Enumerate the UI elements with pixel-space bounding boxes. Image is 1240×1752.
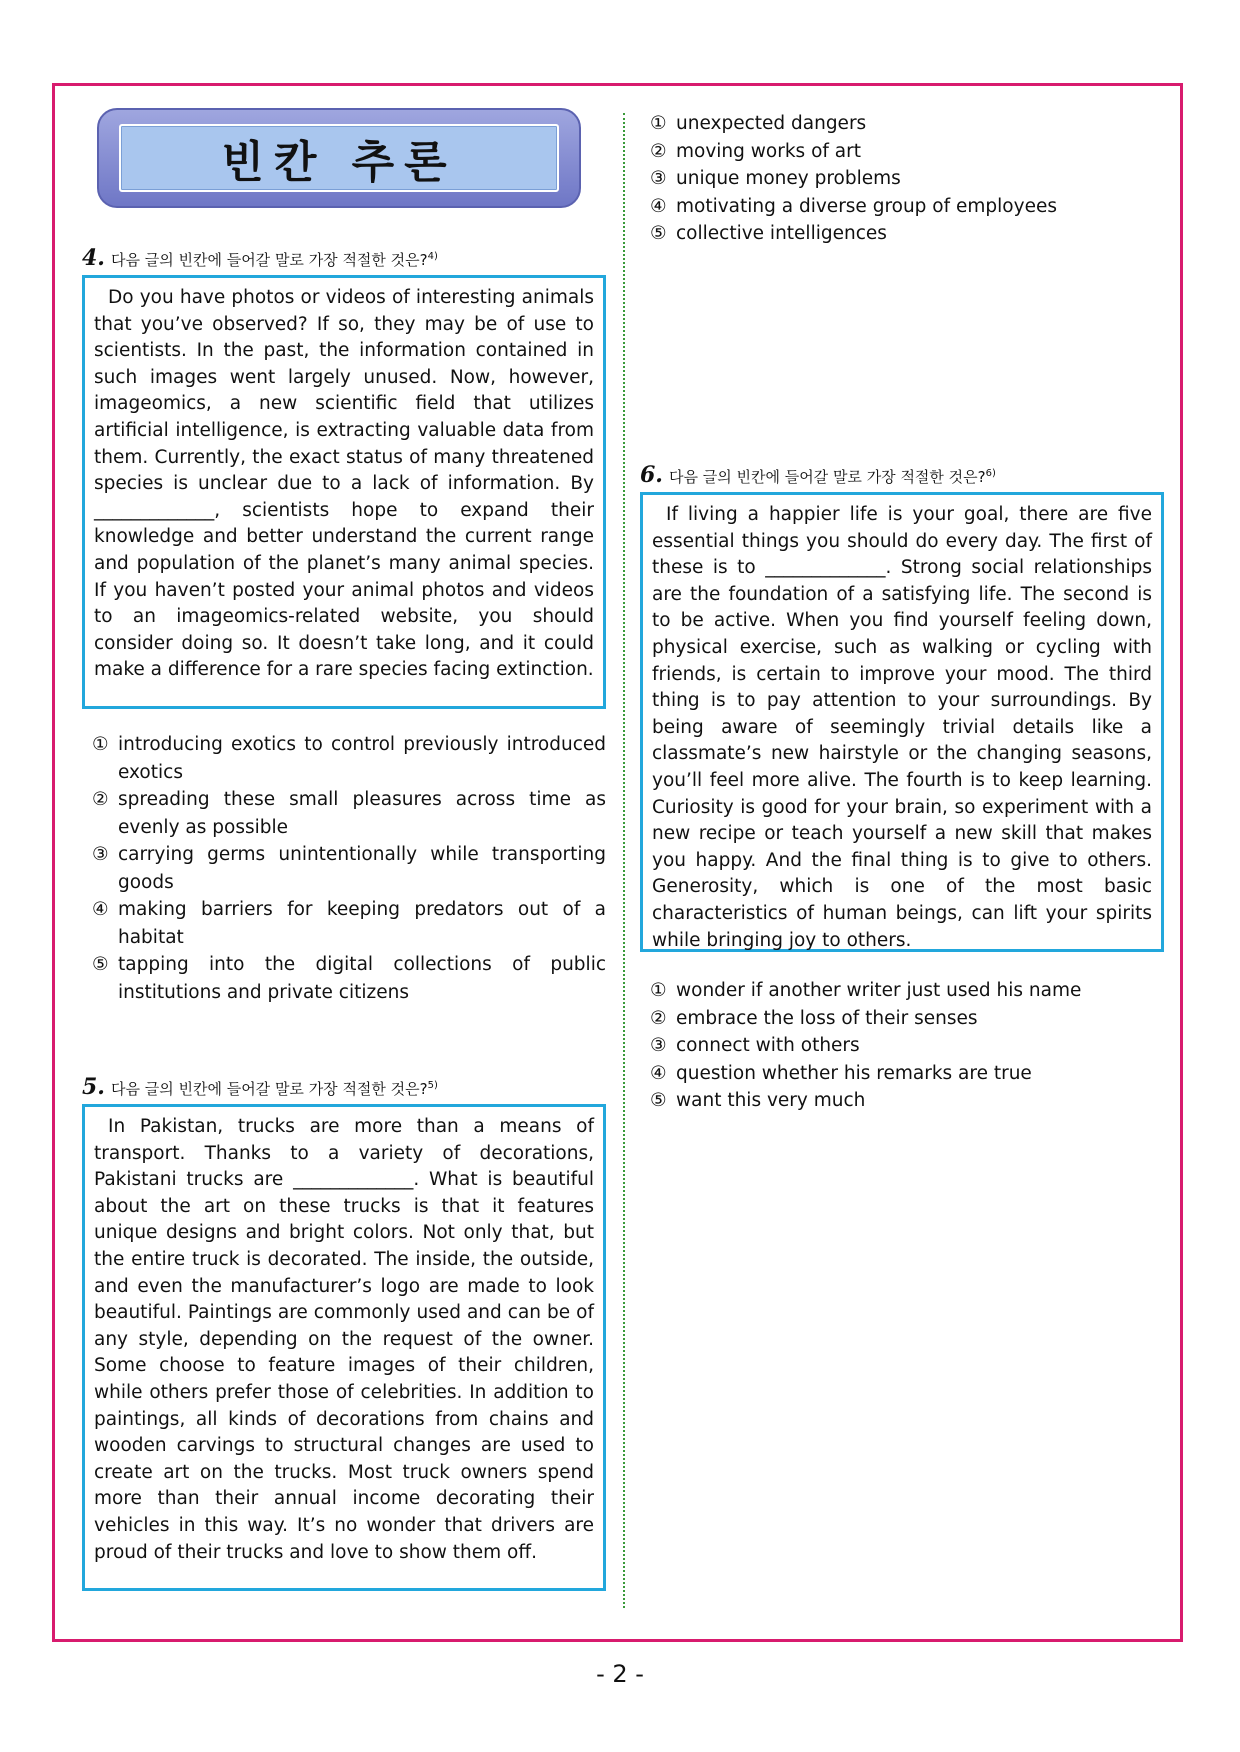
question-4-option-5[interactable]: ⑤ tapping into the digital collections of public institutions and private citizens	[92, 954, 606, 1003]
question-4-option-2[interactable]: ② spreading these small pleasures across time as evenly as possible	[92, 789, 606, 838]
question-6-option-4[interactable]: ④ question whether his remarks are true	[650, 1062, 1032, 1084]
question-5-passage-box	[82, 1104, 606, 1591]
question-6-option-5[interactable]: ⑤ want this very much	[650, 1090, 866, 1111]
question-5-number: 5.	[82, 1074, 105, 1100]
question-6-prompt: 다음 글의 빈칸에 들어갈 말로 가장 적절한 것은?	[668, 468, 986, 486]
question-4-footnote: 4)	[427, 251, 438, 262]
question-6-footnote: 6)	[985, 468, 996, 479]
question-6-number: 6.	[640, 462, 663, 488]
question-5-option-5[interactable]: ⑤ collective intelligences	[650, 223, 887, 244]
question-6-passage-box	[640, 492, 1164, 952]
section-title-plate	[119, 124, 559, 192]
question-6-option-2[interactable]: ② embrace the loss of their senses	[650, 1007, 978, 1029]
question-4-option-1[interactable]: ① introducing exotics to control previously introduced exotics	[92, 734, 606, 783]
page-number: - 2 -	[596, 1660, 644, 1688]
section-title: 빈칸 추론	[221, 137, 457, 188]
question-6-option-1[interactable]: ① wonder if another writer just used his name	[650, 980, 1082, 1001]
question-4-option-3[interactable]: ③ carrying germs unintentionally while transporting goods	[92, 844, 606, 893]
question-5-option-1[interactable]: ① unexpected dangers	[650, 113, 867, 134]
question-4-passage-box	[82, 275, 606, 709]
question-4-passage: Do you have photos or videos of interesting animals that you’ve observed? If so, they may be of use to scientists. In the past, the information contained in such images went largely unused. Now, however, imageomics, a new scientific field that utilizes artificial intelligence, is extracting valuable data from them. Currently, the exact status of many threatened species is unclear due to a lack of information. By _____________, scientists hope to expand their knowledge and better understand the current range and population of the planet’s many animal species. If you haven’t posted your animal photos and videos to an imageomics-related website, you should consider doing so. It doesn’t take long, and it could make a difference for a rare species facing extinction.	[94, 287, 594, 681]
question-6-passage: If living a happier life is your goal, there are five essential things you should do every day. The first of these is to _____________. Strong social relationships are the foundation of a satisfying life. The second is to be active. When you find yourself feeling down, physical exercise, such as walking or cycling with friends, is certain to improve your mood. The third thing is to pay attention to your surroundings. By being aware of seemingly trivial details like a classmate’s new hairstyle or the changing seasons, you’ll feel more alive. The fourth is to keep learning. Curiosity is good for your brain, so experiment with a new recipe or teach yourself a new skill that makes you happy. And the final thing is to give to others. Generosity, which is one of the most basic characteristics of human beings, can lift your spirits while bringing joy to others.	[652, 504, 1152, 951]
question-5-prompt: 다음 글의 빈칸에 들어갈 말로 가장 적절한 것은?	[110, 1080, 428, 1098]
question-4-option-4[interactable]: ④ making barriers for keeping predators out of a habitat	[92, 899, 606, 948]
question-5-option-3[interactable]: ③ unique money problems	[650, 168, 901, 189]
question-5-option-4[interactable]: ④ motivating a diverse group of employees	[650, 195, 1057, 217]
question-5-footnote: 5)	[427, 1080, 438, 1091]
question-4-header	[82, 245, 438, 271]
question-6-options	[650, 977, 1164, 1115]
section-title-banner	[97, 108, 581, 208]
question-6-header	[640, 462, 996, 488]
column-divider	[623, 113, 625, 1608]
question-4-options	[92, 731, 606, 1006]
question-4-number: 4.	[82, 245, 105, 271]
question-5-header	[82, 1074, 438, 1100]
question-5-options	[650, 110, 1164, 248]
question-6-option-3[interactable]: ③ connect with others	[650, 1035, 860, 1056]
question-5-passage: In Pakistan, trucks are more than a means of transport. Thanks to a variety of decorations, Pakistani trucks are _____________. What is beautiful about the art on these trucks is that it features unique designs and bright colors. Not only that, but the entire truck is decorated. The inside, the outside, and even the manufacturer’s logo are made to look beautiful. Paintings are commonly used and can be of any style, depending on the request of the owner. Some choose to feature images of their children, while others prefer those of celebrities. In addition to paintings, all kinds of decorations from chains and wooden carvings to structural changes are used to create art on the trucks. Most truck owners spend more than their annual income decorating their vehicles in this way. It’s no wonder that drivers are proud of their trucks and love to show them off.	[94, 1116, 594, 1563]
question-4-prompt: 다음 글의 빈칸에 들어갈 말로 가장 적절한 것은?	[110, 251, 428, 269]
question-5-option-2[interactable]: ② moving works of art	[650, 140, 861, 162]
